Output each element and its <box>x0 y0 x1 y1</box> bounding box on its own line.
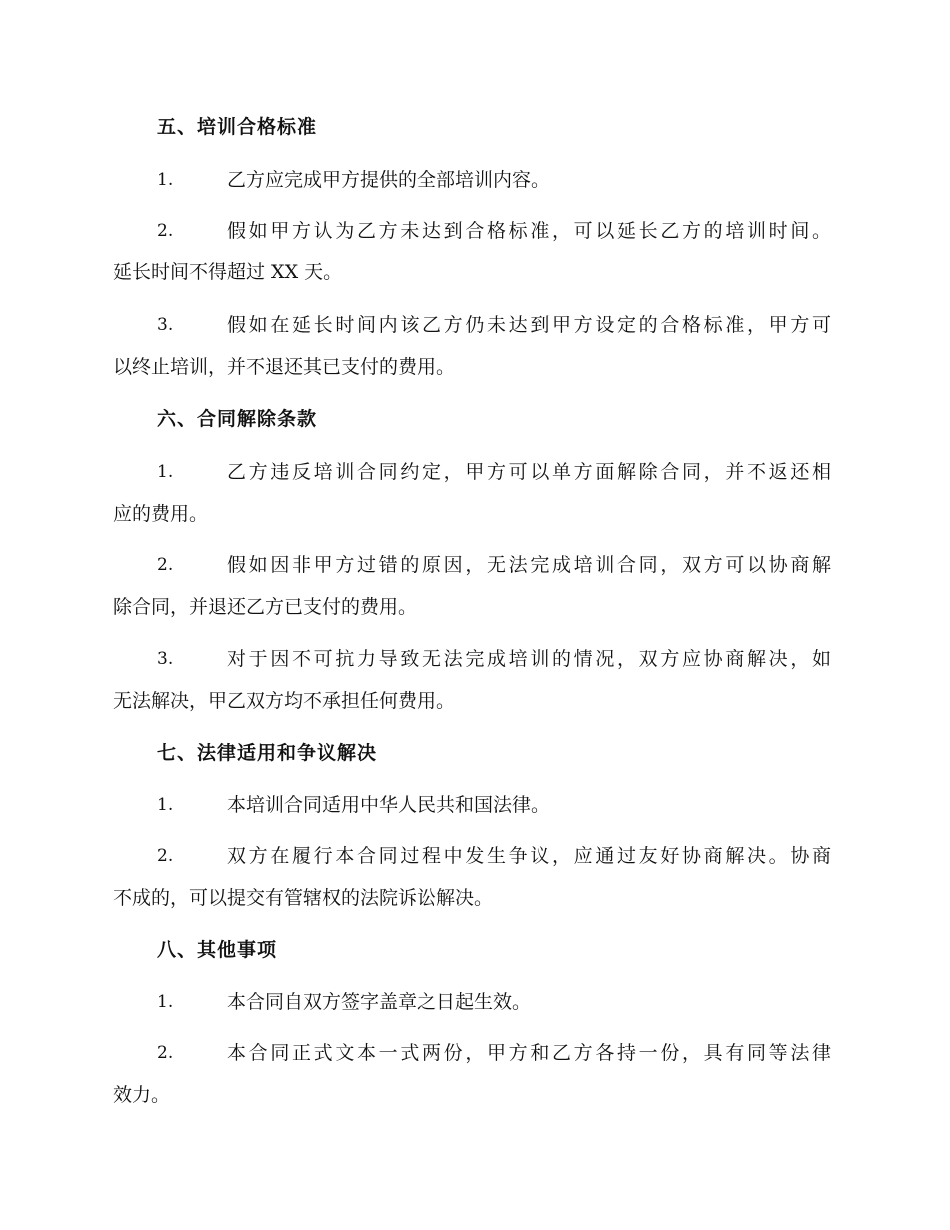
section-heading: 八、其他事项 <box>157 939 278 961</box>
item-number: 3. <box>157 649 174 669</box>
paragraph-line: 乙方违反培训合同约定，甲方可以单方面解除合同，并不返还相 <box>227 461 831 483</box>
item-number: 1. <box>157 992 174 1012</box>
section-heading: 五、培训合格标准 <box>157 116 318 138</box>
paragraph-line: 假如因非甲方过错的原因，无法完成培训合同，双方可以协商解 <box>227 554 831 576</box>
item-number: 3. <box>157 315 174 335</box>
paragraph-line: 双方在履行本合同过程中发生争议，应通过友好协商解决。协商 <box>227 845 831 867</box>
item-number: 2. <box>157 1043 174 1063</box>
paragraph-line: 无法解决，甲乙双方均不承担任何费用。 <box>113 690 456 712</box>
item-number: 2. <box>157 555 174 575</box>
paragraph-line: 假如在延长时间内该乙方仍未达到甲方设定的合格标准，甲方可 <box>227 314 831 336</box>
paragraph-line: 不成的，可以提交有管辖权的法院诉讼解决。 <box>113 887 494 909</box>
paragraph-line: 本合同正式文本一式两份，甲方和乙方各持一份，具有同等法律 <box>227 1042 831 1064</box>
item-number: 2. <box>157 846 174 866</box>
paragraph-line: 效力。 <box>113 1084 171 1106</box>
paragraph-line: 以终止培训，并不退还其已支付的费用。 <box>113 356 456 378</box>
paragraph-line: 对于因不可抗力导致无法完成培训的情况，双方应协商解决，如 <box>227 648 831 670</box>
item-number: 1. <box>157 795 174 815</box>
item-number: 1. <box>157 462 174 482</box>
paragraph-line: 乙方应完成甲方提供的全部培训内容。 <box>227 169 551 191</box>
paragraph-line: 延长时间不得超过 XX 天。 <box>113 261 343 283</box>
paragraph-line: 本合同自双方签字盖章之日起生效。 <box>227 991 532 1013</box>
section-heading: 七、法律适用和争议解决 <box>157 742 378 764</box>
paragraph-line: 除合同，并退还乙方已支付的费用。 <box>113 596 418 618</box>
item-number: 2. <box>157 221 174 241</box>
section-heading: 六、合同解除条款 <box>157 408 318 430</box>
paragraph-line: 应的费用。 <box>113 503 209 525</box>
item-number: 1. <box>157 170 174 190</box>
paragraph-line: 本培训合同适用中华人民共和国法律。 <box>227 794 551 816</box>
paragraph-line: 假如甲方认为乙方未达到合格标准，可以延长乙方的培训时间。 <box>227 220 831 242</box>
